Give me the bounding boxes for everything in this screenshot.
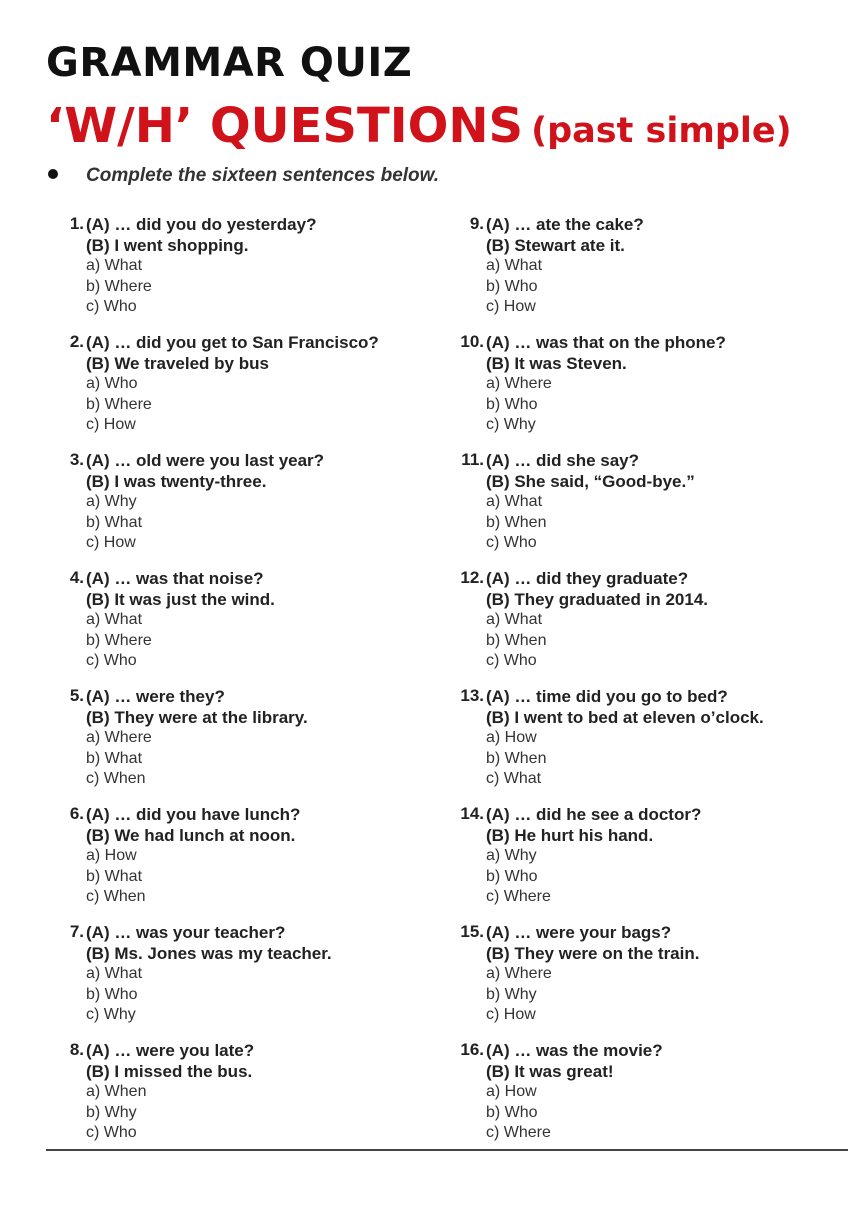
- subtitle-main: ‘W/H’ QUESTIONS: [46, 98, 524, 154]
- answer-option: b) Where: [86, 277, 152, 295]
- question-number: 3.: [69, 450, 84, 469]
- question-body: [486, 922, 699, 1026]
- answer-option: c) How: [486, 298, 536, 315]
- question-item: [450, 450, 850, 568]
- instruction-text: Complete the sixteen sentences below.: [86, 165, 440, 186]
- question-body: [486, 804, 701, 908]
- question-body: [86, 568, 275, 672]
- question-number: 1.: [69, 214, 84, 233]
- question-line-b: (B) She said, “Good-bye.”: [486, 472, 695, 491]
- question-body: [86, 804, 300, 908]
- question-number: 10.: [460, 332, 484, 351]
- question-number: 11.: [461, 450, 484, 469]
- answer-option: b) What: [86, 867, 143, 885]
- question-body: [86, 922, 332, 1026]
- question-item: [50, 214, 440, 332]
- question-body: [486, 332, 726, 436]
- question-line-b: (B) We had lunch at noon.: [86, 826, 296, 845]
- question-number: 6.: [69, 804, 84, 823]
- page-title: GRAMMAR QUIZ: [46, 40, 413, 86]
- question-line-b: (B) I was twenty-three.: [86, 472, 267, 491]
- bottom-divider: [46, 1149, 848, 1151]
- question-item: [450, 568, 850, 686]
- answer-option: b) Where: [86, 395, 152, 413]
- question-item: [450, 922, 850, 1040]
- question-line-a: (A) … did they graduate?: [486, 569, 689, 588]
- answer-option: c) When: [86, 888, 146, 905]
- question-line-b: (B) He hurt his hand.: [486, 826, 654, 845]
- question-line-b: (B) It was Steven.: [486, 354, 627, 373]
- answer-option: b) When: [486, 631, 547, 649]
- question-body: [86, 450, 324, 554]
- question-item: [50, 1040, 440, 1158]
- answer-option: c) How: [86, 534, 136, 551]
- question-line-b: (B) I missed the bus.: [86, 1062, 253, 1081]
- answer-option: b) Who: [486, 867, 538, 885]
- answer-option: a) When: [86, 1083, 147, 1100]
- questions-column-right: [450, 214, 850, 1158]
- answer-option: c) Who: [86, 1124, 137, 1141]
- answer-option: a) How: [486, 729, 537, 746]
- question-body: [486, 1040, 663, 1144]
- question-number: 15.: [460, 922, 484, 941]
- page-subtitle: [46, 98, 792, 154]
- question-line-a: (A) … was the movie?: [486, 1041, 663, 1060]
- answer-option: c) Why: [86, 1006, 136, 1023]
- question-line-a: (A) … time did you go to bed?: [486, 687, 728, 706]
- question-number: 2.: [69, 332, 84, 351]
- question-number: 7.: [69, 922, 84, 941]
- answer-option: b) What: [86, 513, 143, 531]
- answer-option: b) Who: [486, 277, 538, 295]
- answer-option: c) Where: [486, 1124, 551, 1141]
- question-line-a: (A) … were you late?: [86, 1041, 255, 1060]
- question-body: [486, 450, 695, 554]
- question-item: [50, 450, 440, 568]
- instruction-line: [48, 165, 439, 187]
- answer-option: b) Where: [86, 631, 152, 649]
- answer-option: c) Who: [86, 652, 137, 669]
- answer-option: b) Why: [486, 985, 537, 1003]
- question-line-a: (A) … ate the cake?: [486, 215, 644, 234]
- question-number: 16.: [460, 1040, 484, 1059]
- question-number: 14.: [460, 804, 484, 823]
- question-line-b: (B) It was just the wind.: [86, 590, 275, 609]
- answer-option: c) Who: [86, 298, 137, 315]
- question-line-a: (A) … did she say?: [486, 451, 640, 470]
- answer-option: c) Who: [486, 652, 537, 669]
- answer-option: a) What: [486, 257, 543, 274]
- question-item: [450, 214, 850, 332]
- answer-option: b) Who: [86, 985, 138, 1003]
- answer-option: c) What: [486, 770, 542, 787]
- question-body: [486, 214, 644, 318]
- question-line-b: (B) It was great!: [486, 1062, 614, 1081]
- answer-option: a) What: [486, 611, 543, 628]
- question-number: 8.: [69, 1040, 84, 1059]
- question-item: [450, 686, 850, 804]
- answer-option: c) Where: [486, 888, 551, 905]
- question-number: 13.: [460, 686, 484, 705]
- question-number: 5.: [69, 686, 84, 705]
- question-line-b: (B) They were at the library.: [86, 708, 308, 727]
- question-item: [50, 332, 440, 450]
- question-body: [86, 332, 379, 436]
- question-line-a: (A) … did you have lunch?: [86, 805, 301, 824]
- question-line-b: (B) I went shopping.: [86, 236, 249, 255]
- answer-option: a) What: [486, 493, 543, 510]
- question-item: [50, 804, 440, 922]
- question-number: 4.: [69, 568, 84, 587]
- answer-option: a) Where: [486, 375, 552, 392]
- answer-option: a) What: [86, 611, 143, 628]
- question-line-a: (A) … old were you last year?: [86, 451, 325, 470]
- bullet-icon: [48, 169, 58, 179]
- answer-option: a) What: [86, 965, 143, 982]
- answer-option: b) When: [486, 749, 547, 767]
- question-item: [50, 686, 440, 804]
- question-line-a: (A) … were they?: [86, 687, 225, 706]
- answer-option: b) What: [86, 749, 143, 767]
- answer-option: b) Why: [86, 1103, 137, 1121]
- question-line-b: (B) Ms. Jones was my teacher.: [86, 944, 332, 963]
- question-item: [450, 332, 850, 450]
- question-line-a: (A) … did you do yesterday?: [86, 215, 317, 234]
- answer-option: b) Who: [486, 395, 538, 413]
- question-line-b: (B) We traveled by bus: [86, 354, 269, 373]
- answer-option: c) How: [486, 1006, 536, 1023]
- answer-option: a) Why: [486, 847, 537, 864]
- answer-option: c) When: [86, 770, 146, 787]
- question-line-b: (B) Stewart ate it.: [486, 236, 625, 255]
- answer-option: c) Who: [486, 534, 537, 551]
- answer-option: a) Why: [86, 493, 137, 510]
- answer-option: c) Why: [486, 416, 536, 433]
- question-line-a: (A) … were your bags?: [486, 923, 672, 942]
- question-body: [486, 568, 708, 672]
- question-line-b: (B) They were on the train.: [486, 944, 700, 963]
- answer-option: a) How: [86, 847, 137, 864]
- question-number: 9.: [469, 214, 484, 233]
- question-line-a: (A) … was that on the phone?: [486, 333, 726, 352]
- answer-option: a) Who: [86, 375, 138, 392]
- question-line-a: (A) … was that noise?: [86, 569, 264, 588]
- questions-column-left: [50, 214, 440, 1158]
- answer-option: b) Who: [486, 1103, 538, 1121]
- answer-option: a) How: [486, 1083, 537, 1100]
- question-line-a: (A) … did you get to San Francisco?: [86, 333, 379, 352]
- subtitle-tense: (past simple): [531, 111, 792, 151]
- question-item: [450, 804, 850, 922]
- answer-option: a) Where: [486, 965, 552, 982]
- question-item: [50, 922, 440, 1040]
- question-body: [86, 686, 308, 790]
- answer-option: a) What: [86, 257, 143, 274]
- question-line-b: (B) They graduated in 2014.: [486, 590, 708, 609]
- question-line-a: (A) … was your teacher?: [86, 923, 286, 942]
- question-line-a: (A) … did he see a doctor?: [486, 805, 702, 824]
- answer-option: a) Where: [86, 729, 152, 746]
- answer-option: b) When: [486, 513, 547, 531]
- question-body: [86, 1040, 254, 1144]
- question-line-b: (B) I went to bed at eleven o’clock.: [486, 708, 764, 727]
- answer-option: c) How: [86, 416, 136, 433]
- question-body: [486, 686, 764, 790]
- question-item: [50, 568, 440, 686]
- question-body: [86, 214, 316, 318]
- question-number: 12.: [460, 568, 484, 587]
- question-item: [450, 1040, 850, 1158]
